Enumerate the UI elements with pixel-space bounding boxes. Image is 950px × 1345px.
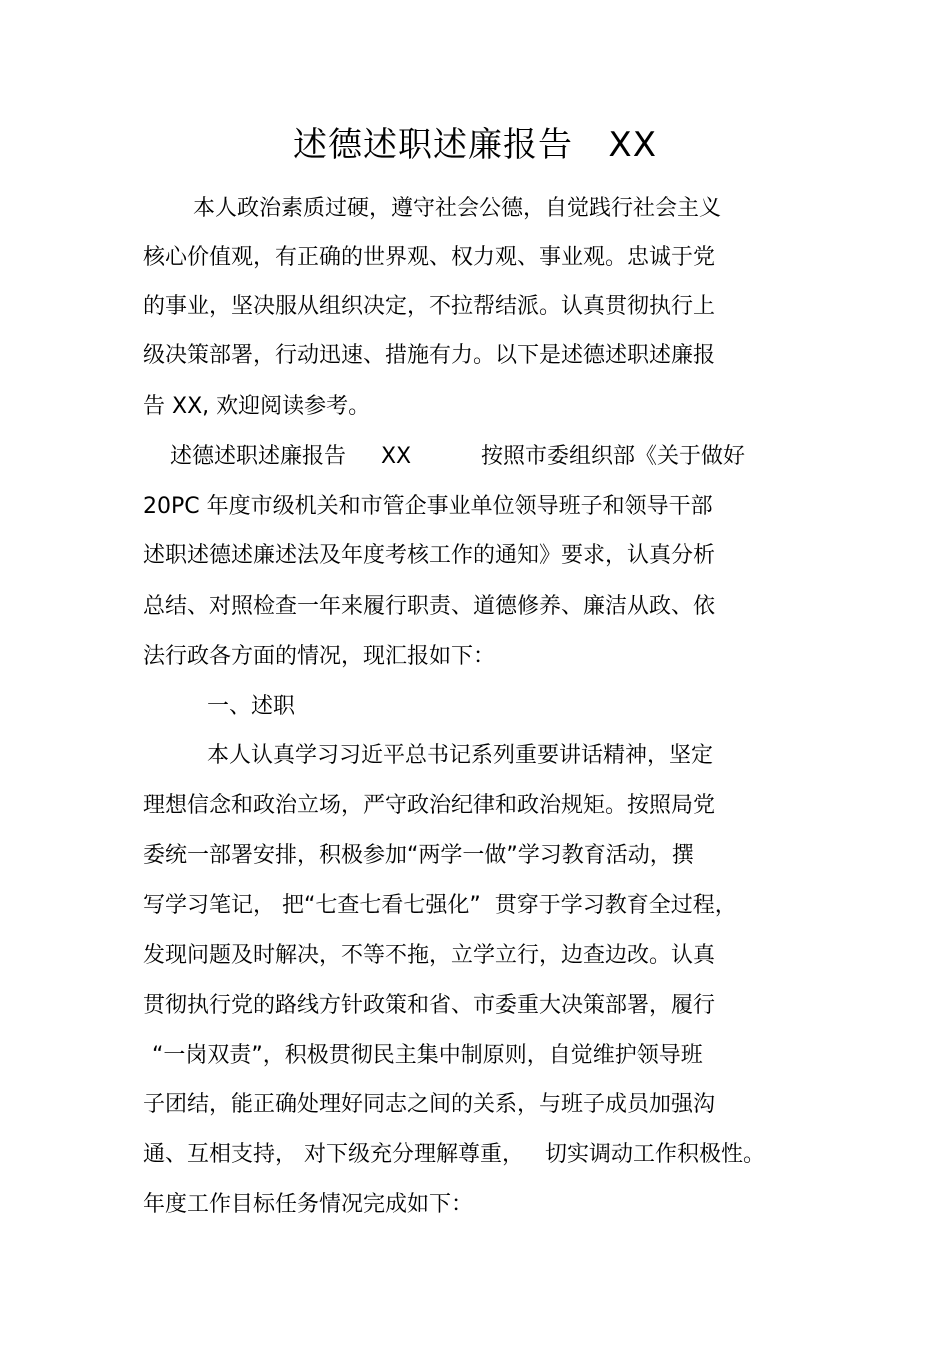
paragraph-line: 的事业，坚决服从组织决定，不拉帮结派。认真贯彻执行上	[143, 294, 716, 319]
paragraph-line: 委统一部署安排，积极参加“两学一做”学习教育活动，撰	[143, 843, 694, 868]
paragraph-line: 通、互相支持， 对下级充分理解尊重， 切实调动工作积极性。	[143, 1142, 765, 1167]
paragraph-line: 子团结，能正确处理好同志之间的关系，与班子成员加强沟	[143, 1092, 716, 1117]
paragraph-line: 贯彻执行党的路线方针政策和省、市委重大决策部署，履行	[143, 993, 716, 1018]
paragraph-line: 本人认真学习习近平总书记系列重要讲话精神，坚定	[207, 743, 714, 768]
section-heading: 一、述职	[207, 694, 296, 719]
paragraph-line: 20PC 年度市级机关和市管企事业单位领导班子和领导干部	[143, 494, 713, 519]
paragraph-line: 述职述德述廉述法及年度考核工作的通知》要求，认真分析	[143, 543, 716, 568]
paragraph-line: 述德述职述廉报告 XX 按照市委组织部《关于做好	[170, 444, 746, 469]
paragraph-line: 告 XX, 欢迎阅读参考。	[143, 394, 371, 419]
paragraph-line: 写学习笔记， 把“七查七看七强化” 贯穿于学习教育全过程，	[143, 893, 737, 918]
paragraph-line: 总结、对照检查一年来履行职责、道德修养、廉洁从政、依	[143, 594, 716, 619]
paragraph-line: 本人政治素质过硬，遵守社会公德，自觉践行社会主义	[193, 196, 722, 221]
paragraph-line: 理想信念和政治立场，严守政治纪律和政治规矩。按照局党	[143, 793, 716, 818]
paragraph-line: “一岗双责”，积极贯彻民主集中制原则，自觉维护领导班	[152, 1043, 703, 1068]
paragraph-line: 核心价值观，有正确的世界观、权力观、事业观。忠诚于党	[143, 245, 716, 270]
paragraph-line: 发现问题及时解决，不等不拖，立学立行，边查边改。认真	[143, 943, 716, 968]
document-title: 述德述职述廉报告 XX	[292, 125, 657, 165]
paragraph-line: 年度工作目标任务情况完成如下：	[143, 1192, 474, 1217]
paragraph-line: 法行政各方面的情况，现汇报如下：	[143, 644, 496, 669]
paragraph-line: 级决策部署，行动迅速、措施有力。以下是述德述职述廉报	[143, 343, 716, 368]
